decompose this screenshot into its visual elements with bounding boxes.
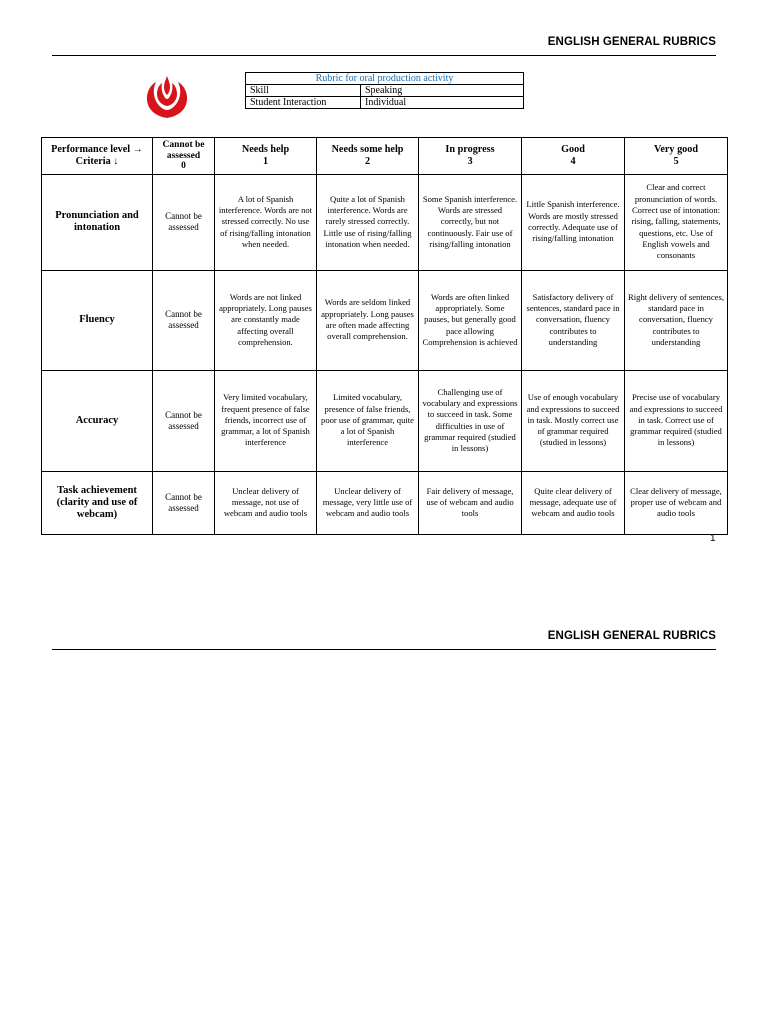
descriptor-cell: Clear delivery of message, proper use of webcam and audio tools [625,471,728,534]
descriptor-cell: Use of enough vocabulary and expressions to succeed in task. Mostly correct use of grammar required (studied in lessons) [522,370,625,471]
info-label: Skill [246,85,361,97]
university-flame-logo-icon [144,76,190,118]
descriptor-cell: Unclear delivery of message, very little use of webcam and audio tools [317,471,419,534]
page-number: 1 [710,533,716,544]
activity-info-table [245,72,524,109]
table-row [42,471,728,534]
descriptor-cell: Challenging use of vocabulary and expressions to succeed in task. Some difficulties in use of grammar required (studied in lessons) [419,370,522,471]
info-value: Speaking [361,85,524,97]
criterion-cell: Pronunciation and intonation [42,174,153,270]
level-label: Needs help [241,143,290,155]
level-score: 4 [570,155,576,167]
level-label: Needs some help [331,143,404,155]
criterion-cell: Fluency [42,270,153,370]
level-label: Good [561,143,585,155]
descriptor-cell: Precise use of vocabulary and expressions to succeed in task. Correct use of grammar required (studied in lessons) [625,370,728,471]
info-row [246,97,524,109]
activity-title: Rubric for oral production activity [246,73,524,85]
level-header-5 [625,138,728,175]
descriptor-cell: A lot of Spanish interference. Words are not stressed correctly. No use of rising/falling intonation when needed. [215,174,317,270]
descriptor-cell: Clear and correct pronunciation of words. Correct use of intonation: rising, falling, statements, questions, etc. Use of English vowels and consonants [625,174,728,270]
level-score: 0 [181,161,186,171]
descriptor-cell: Limited vocabulary, presence of false friends, poor use of grammar, quite a lot of Spanish interference [317,370,419,471]
descriptor-cell: Fair delivery of message, use of webcam and audio tools [419,471,522,534]
criteria-label: Criteria ↓ [75,155,119,167]
descriptor-cell: Words are seldom linked appropriately. Long pauses are often made affecting overall comprehension. [317,270,419,370]
criterion-cell: Accuracy [42,370,153,471]
level-header-0 [153,138,215,175]
level-score: 1 [262,155,269,167]
descriptor-cell: Right delivery of sentences, standard pace in conversation, fluency contributes to understanding [625,270,728,370]
table-row [42,270,728,370]
header-rule [52,649,716,650]
level-label: In progress [445,143,495,155]
descriptor-cell: Words are not linked appropriately. Long pauses are constantly made affecting overall comprehension. [215,270,317,370]
descriptor-cell: Some Spanish interference. Words are stressed correctly, but not continuously. Fair use of rising/falling intonation [419,174,522,270]
rubric-table [41,137,728,535]
descriptor-cell: Unclear delivery of message, not use of webcam and audio tools [215,471,317,534]
descriptor-cell: Very limited vocabulary, frequent presence of false friends, incorrect use of grammar, a lot of Spanish interference [215,370,317,471]
info-row [246,85,524,97]
descriptor-cell: Cannot be assessed [153,270,215,370]
level-score: 3 [467,155,473,167]
level-label: Very good [653,143,699,155]
descriptor-cell: Quite clear delivery of message, adequate use of webcam and audio tools [522,471,625,534]
descriptor-cell: Cannot be assessed [153,174,215,270]
descriptor-cell: Cannot be assessed [153,370,215,471]
descriptor-cell: Words are often linked appropriately. Some pauses, but generally good pace allowing Comprehension is achieved [419,270,522,370]
level-score: 5 [673,155,679,167]
table-row [42,370,728,471]
level-header-1 [215,138,317,175]
performance-level-label: Performance level → [51,143,143,155]
descriptor-cell: Satisfactory delivery of sentences, standard pace in conversation, fluency contributes to understanding [522,270,625,370]
level-header-3 [419,138,522,175]
header-rule [52,55,716,56]
level-label: Cannot be assessed [162,140,205,161]
corner-header-cell [42,138,153,175]
info-value: Individual [361,97,524,109]
page-header: ENGLISH GENERAL RUBRICS [547,630,716,642]
level-score: 2 [364,155,371,167]
criterion-cell: Task achievement (clarity and use of webcam) [42,471,153,534]
table-row [42,174,728,270]
descriptor-cell: Cannot be assessed [153,471,215,534]
page-header: ENGLISH GENERAL RUBRICS [547,36,716,48]
descriptor-cell: Quite a lot of Spanish interference. Words are rarely stressed correctly. Little use of rising/falling intonation when needed. [317,174,419,270]
level-header-4 [522,138,625,175]
descriptor-cell: Little Spanish interference. Words are mostly stressed correctly. Adequate use of rising/falling intonation [522,174,625,270]
rubric-header-row [42,138,728,175]
level-header-2 [317,138,419,175]
info-label: Student Interaction [246,97,361,109]
